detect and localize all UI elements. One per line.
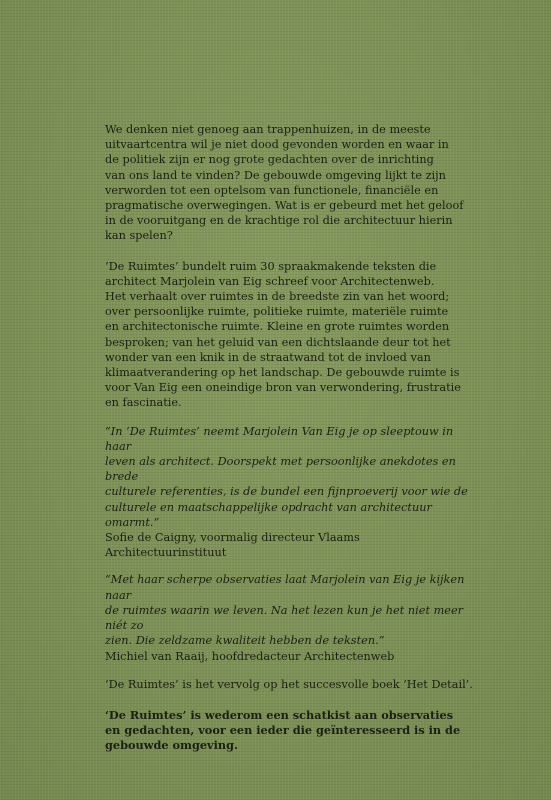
spacer <box>105 411 480 424</box>
spacer <box>105 244 480 259</box>
spacer <box>105 560 480 572</box>
intro-paragraph: We denken niet genoeg aan trappenhuizen, in de meeste uitvaartcentra wil je niet dood gevonden worden en waar in de politiek zijn er nog grote gedachten over de inrichting van ons land te vinden? De gebouwde omgeving lijkt te zijn verworden tot een optelsom van functionele, financiële en pragmatische overwegingen. Wat is er gebeurd met het geloof in de vooruitgang en de krachtige rol die architectuur hierin kan spelen? <box>105 123 464 243</box>
quote-2-author: Michiel van Raaij, hoofdredacteur Architectenweb <box>105 649 395 663</box>
quote-2-text: “Met haar scherpe observaties laat Marjolein van Eig je kijken naar de ruimtes waarin we leven. Na het lezen kun je het niet meer niét zo zien. Die zeldzame kwaliteit hebben de teksten.” <box>105 573 465 648</box>
spacer <box>105 692 480 708</box>
quote-1-author: Sofie de Caigny, voormalig directeur Vlaams Architectuurinstituut <box>105 531 360 560</box>
sequel-paragraph: ‘De Ruimtes’ is het vervolg op het succesvolle boek ‘Het Detail’. <box>105 677 473 691</box>
spacer <box>105 664 480 677</box>
blurb-text-block <box>105 122 480 754</box>
quote-1-text: “In ‘De Ruimtes’ neemt Marjolein Van Eig je op sleeptouw in haar leven als architect. Doorspekt met persoonlijke anekdotes en brede culturele referenties, is de bundel een fijnproeverij voor wie de culturele en maatschappelijke opdracht van architectuur omarmt.” <box>105 424 468 529</box>
closing-paragraph: ‘De Ruimtes’ is wederom een schatkist aan observaties en gedachten, voor een ieder die geïnteresseerd is in de gebouwde omgeving. <box>105 707 461 753</box>
description-paragraph: ‘De Ruimtes’ bundelt ruim 30 spraakmakende teksten die architect Marjolein van Eig schreef voor Architectenweb. Het verhaalt over ruimtes in de breedste zin van het woord; over persoonlijke ruimte, politieke ruimte, materiële ruimte en architectonische ruimte. Kleine en grote ruimtes worden besproken; van het geluid van een dichtslaande deur tot het wonder van een knik in de straatwand tot de invloed van klimaatverandering op het landschap. De gebouwde ruimte is voor Van Eig een oneindige bron van verwondering, frustratie en fascinatie. <box>105 259 461 410</box>
